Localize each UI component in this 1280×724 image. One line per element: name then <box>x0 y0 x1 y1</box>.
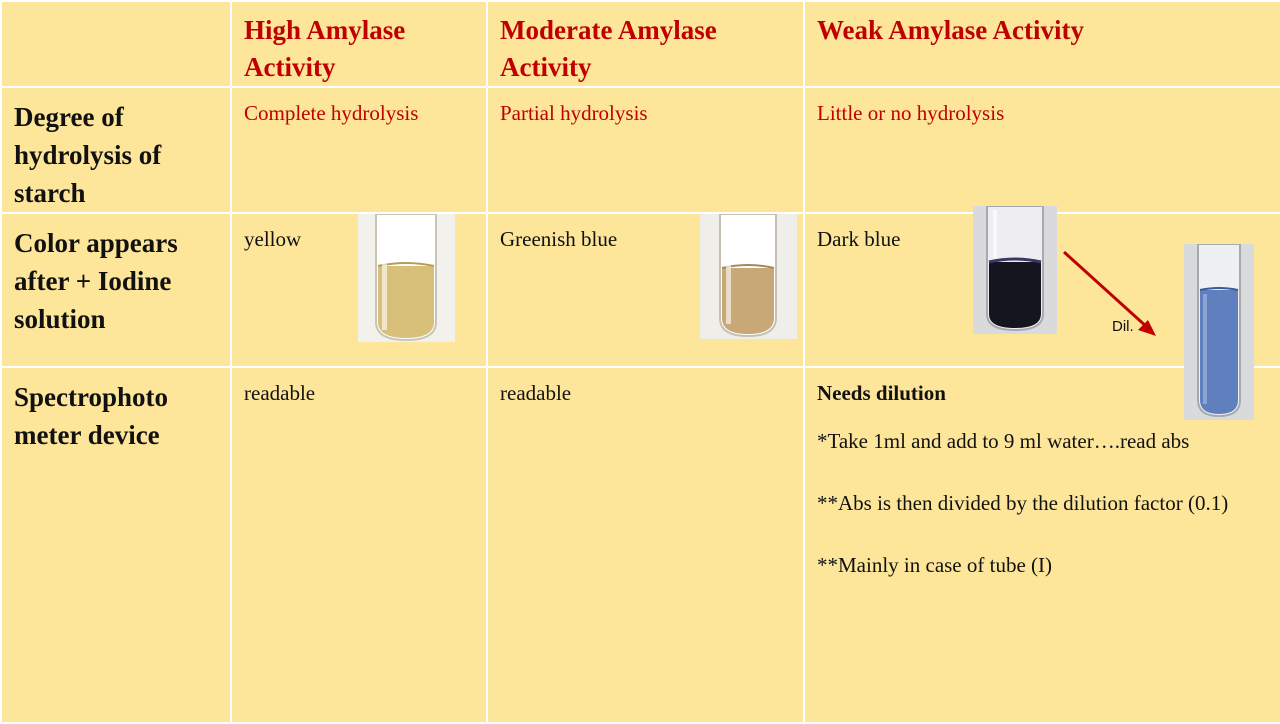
cell-weak-hydrolysis: Little or no hydrolysis <box>804 87 1280 213</box>
row-label-hydrolysis: Degree of hydrolysis of starch <box>1 87 231 213</box>
dilution-note-3: **Mainly in case of tube (I) <box>817 553 1053 577</box>
row-label-color: Color appears after + Iodine solution <box>1 213 231 367</box>
corner-cell <box>1 1 231 87</box>
cell-weak-spectro <box>804 367 1280 723</box>
dilution-label: Dil. <box>1112 318 1134 335</box>
diluted-blue-tube-photo <box>1184 244 1254 420</box>
cell-moderate-spectro: readable <box>487 367 804 723</box>
cell-high-spectro: readable <box>231 367 487 723</box>
needs-dilution-title: Needs dilution <box>817 381 946 405</box>
row-spectro <box>1 367 1280 723</box>
cell-moderate-color: Greenish blue <box>487 213 804 367</box>
dilution-arrow <box>1060 248 1160 338</box>
dilution-note-1: *Take 1ml and add to 9 ml water….read abs <box>817 429 1190 453</box>
header-row <box>1 1 1280 87</box>
header-weak: Weak Amylase Activity <box>804 1 1280 87</box>
header-moderate: Moderate Amylase Activity <box>487 1 804 87</box>
yellow-tube-photo <box>358 214 455 342</box>
cell-high-color: yellow <box>231 213 487 367</box>
greenish-tube-photo <box>700 214 797 339</box>
header-high: High Amylase Activity <box>231 1 487 87</box>
row-hydrolysis <box>1 87 1280 213</box>
cell-high-hydrolysis: Complete hydrolysis <box>231 87 487 213</box>
cell-moderate-hydrolysis: Partial hydrolysis <box>487 87 804 213</box>
dilution-note-2: **Abs is then divided by the dilution factor (0.1) <box>817 491 1229 515</box>
row-label-spectro: Spectrophoto meter device <box>1 367 231 723</box>
cell-weak-color: Dark blue <box>804 213 1280 367</box>
dark-blue-tube-photo <box>973 206 1057 334</box>
